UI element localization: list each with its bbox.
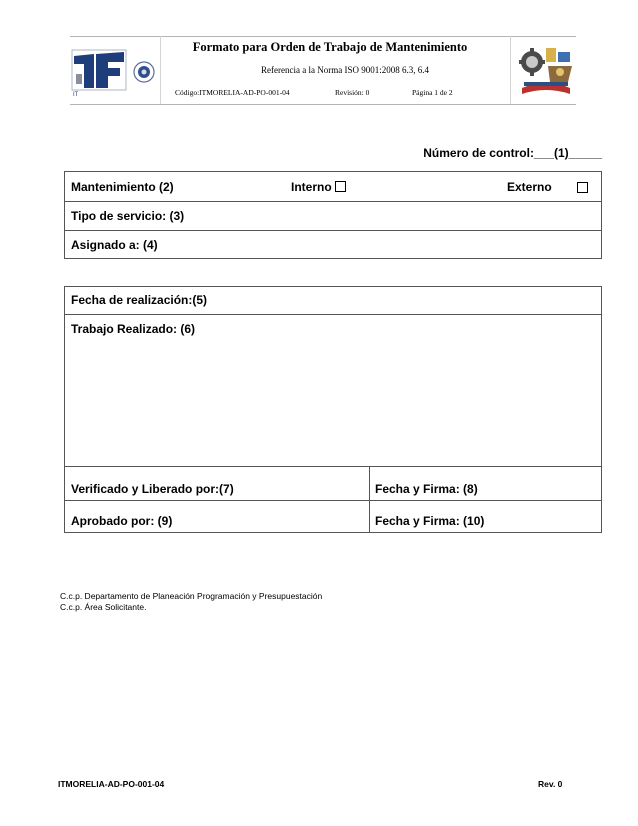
internal-checkbox[interactable]: [335, 181, 346, 192]
maintenance-info-table: [64, 171, 602, 259]
external-checkbox[interactable]: [577, 182, 588, 193]
date-label: Fecha de realización:(5): [71, 293, 208, 307]
external-label: Externo: [507, 180, 552, 194]
crest-logo: [514, 38, 578, 102]
date-signature-2: Fecha y Firma: (10): [375, 514, 485, 528]
ccp-line-1: C.c.p. Departamento de Planeación Programación y Presupuestación: [60, 591, 323, 601]
date-signature-1: Fecha y Firma: (8): [375, 482, 478, 496]
verified-row: [65, 467, 601, 501]
header-bottom-line: [70, 104, 576, 105]
logo-left-letters: IT: [73, 92, 79, 98]
document-page: Página 1 de 2: [412, 88, 453, 97]
assigned-row: [65, 231, 601, 259]
header-top-line: [70, 36, 576, 37]
assigned-label: Asignado a: (4): [71, 238, 158, 252]
internal-option[interactable]: [291, 180, 346, 194]
document-title: Formato para Orden de Trabajo de Mantenimiento: [192, 40, 468, 54]
approved-label: Aprobado por: (9): [71, 514, 173, 528]
maintenance-label: Mantenimiento (2): [71, 180, 174, 194]
approved-divider: [369, 501, 370, 533]
approved-row: [65, 501, 601, 533]
work-report-table: [64, 286, 602, 533]
verified-divider: [369, 467, 370, 500]
verified-label: Verificado y Liberado por:(7): [71, 482, 234, 496]
footer-code: ITMORELIA-AD-PO-001-04: [58, 779, 165, 789]
work-done-label: Trabajo Realizado: (6): [71, 322, 196, 336]
service-type-label: Tipo de servicio: (3): [71, 209, 185, 223]
service-type-row: [65, 202, 601, 231]
institution-logo: [68, 44, 160, 100]
work-done-row[interactable]: [65, 315, 601, 467]
document-reference: Referencia a la Norma ISO 9001:2008 6.3, 6.4: [261, 65, 429, 75]
footer-revision: Rev. 0: [538, 779, 563, 789]
control-number: Número de control:___(1)_____: [423, 146, 602, 160]
document-code: Código:ITMORELIA-AD-PO-001-04: [175, 88, 290, 97]
date-row: [65, 287, 601, 315]
ccp-line-2: C.c.p. Área Solicitante.: [60, 602, 147, 612]
document-revision: Revisión: 0: [335, 88, 370, 97]
internal-label: Interno: [291, 180, 332, 194]
maintenance-type-row: [65, 172, 601, 202]
